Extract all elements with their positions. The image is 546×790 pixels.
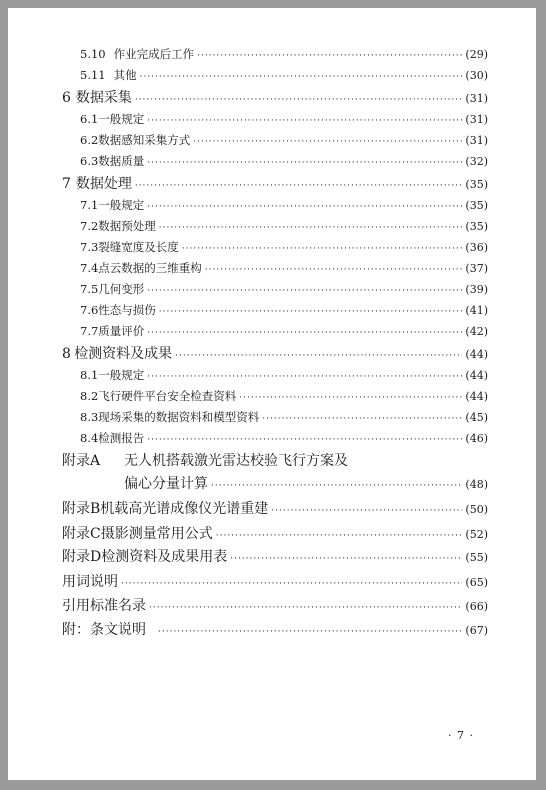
- toc-entry: [80, 156, 488, 168]
- toc-entry-number: 6.1: [80, 112, 99, 126]
- toc-entry-title: 一般规定: [98, 368, 145, 382]
- toc-entry-number: 8.4: [80, 431, 99, 445]
- toc-entry-page: (66): [465, 600, 488, 613]
- toc-entry: [62, 454, 488, 468]
- toc-entry-page: (36): [465, 241, 488, 254]
- toc-leader-dots: [147, 159, 462, 168]
- toc-entry: [80, 135, 488, 147]
- toc-entry-title: 摄影测量常用公式: [100, 526, 213, 542]
- toc-entry: [62, 91, 488, 105]
- toc-entry-title: 其他: [113, 68, 137, 82]
- toc-leader-dots: [135, 182, 463, 191]
- toc-entry-title: 数据采集: [75, 90, 132, 106]
- toc-entry-number: 5.10: [80, 47, 106, 61]
- toc-entry-page: (35): [465, 178, 488, 191]
- page-number-footer: · 7 ·: [448, 729, 474, 742]
- toc-entry-number: 附录C: [62, 526, 101, 542]
- toc-entry-number: 6: [62, 90, 71, 106]
- toc-leader-dots: [140, 73, 463, 82]
- toc-leader-dots: [147, 373, 462, 382]
- toc-leader-dots: [121, 580, 462, 589]
- toc-entry-page: (55): [465, 551, 488, 564]
- toc-leader-dots: [147, 436, 462, 445]
- toc-entry-title: 检测报告: [98, 431, 145, 445]
- toc-leader-dots: [149, 604, 462, 613]
- toc-entry-number: 附录D: [62, 549, 102, 565]
- toc-leader-dots: [216, 532, 463, 541]
- toc-entry: [80, 114, 488, 126]
- toc-entry-title: 一般规定: [98, 198, 145, 212]
- toc-entry-title: 附：条文说明: [62, 622, 146, 638]
- toc-entry-title: 数据预处理: [98, 219, 156, 233]
- toc-entry-title: 点云数据的三维重构: [98, 261, 202, 275]
- toc-leader-dots: [135, 96, 463, 105]
- toc-entry-page: (44): [465, 348, 488, 361]
- toc-leader-dots: [158, 628, 462, 637]
- toc-entry-number: 7.6: [80, 303, 99, 317]
- toc-entry-number: 7.1: [80, 198, 99, 212]
- toc-leader-dots: [262, 415, 462, 424]
- toc-entry: [62, 527, 488, 541]
- toc-entry-number: 附录A: [62, 453, 101, 469]
- toc-entry: [80, 412, 488, 424]
- toc-entry: [80, 433, 488, 445]
- toc-entry: [62, 575, 488, 589]
- toc-leader-dots: [147, 203, 462, 212]
- toc-entry-title: 数据感知采集方式: [98, 133, 191, 147]
- toc-entry-page: (35): [465, 199, 488, 212]
- toc-entry-page: (39): [465, 283, 488, 296]
- toc-leader-dots: [193, 138, 462, 147]
- toc-leader-dots: [147, 287, 462, 296]
- toc-entry-title: 数据处理: [75, 176, 132, 192]
- toc-entry-number: 5.11: [80, 68, 106, 82]
- toc-entry-page: (44): [465, 390, 488, 403]
- toc-entry-page: (52): [465, 528, 488, 541]
- toc-entry-number: 7.2: [80, 219, 99, 233]
- toc-entry-title: 几何变形: [98, 282, 145, 296]
- toc-entry-page: (32): [465, 155, 488, 168]
- toc-leader-dots: [147, 117, 462, 126]
- toc-entry-page: (31): [465, 134, 488, 147]
- toc-entry-number: 8.2: [80, 389, 99, 403]
- table-of-contents: [8, 8, 536, 780]
- toc-entry-page: (46): [465, 432, 488, 445]
- toc-entry: [80, 284, 488, 296]
- toc-entry-number: 7.3: [80, 240, 99, 254]
- toc-entry: [80, 221, 488, 233]
- toc-leader-dots: [197, 52, 462, 61]
- toc-entry-page: (65): [465, 576, 488, 589]
- toc-entry: [80, 326, 488, 338]
- toc-entry-title: 用词说明: [62, 574, 118, 590]
- toc-entry-title: 一般规定: [98, 112, 145, 126]
- toc-entry-page: (45): [465, 411, 488, 424]
- toc-entry-page: (44): [465, 369, 488, 382]
- toc-entry-title: 现场采集的数据资料和模型资料: [98, 410, 260, 424]
- toc-entry-page: (31): [465, 92, 488, 105]
- toc-entry: [62, 550, 488, 564]
- toc-entry-title: 裂缝宽度及长度: [98, 240, 179, 254]
- toc-entry: [80, 391, 488, 403]
- toc-entry-number: 附录B: [62, 501, 101, 517]
- toc-entry: [80, 70, 488, 82]
- toc-entry-page: (41): [465, 304, 488, 317]
- toc-leader-dots: [159, 308, 463, 317]
- toc-leader-dots: [230, 555, 462, 564]
- toc-entry-number: 8: [62, 346, 71, 362]
- toc-entry: [62, 347, 488, 361]
- toc-entry-number: 7.7: [80, 324, 99, 338]
- toc-entry-title: 数据质量: [98, 154, 145, 168]
- toc-entry-number: 6.3: [80, 154, 99, 168]
- toc-entry-page: (35): [465, 220, 488, 233]
- toc-entry: [80, 305, 488, 317]
- toc-leader-dots: [175, 352, 462, 361]
- toc-entry-title: 作业完成后工作: [113, 47, 195, 61]
- toc-leader-dots: [205, 266, 463, 275]
- toc-entry: [62, 623, 488, 637]
- toc-entry-page: (50): [465, 503, 488, 516]
- toc-entry-number: 8.3: [80, 410, 99, 424]
- toc-entry-number: 7.5: [80, 282, 99, 296]
- toc-entry: [62, 599, 488, 613]
- toc-entry: [80, 242, 488, 254]
- toc-entry-number: 7: [62, 176, 71, 192]
- toc-entry-number: 6.2: [80, 133, 99, 147]
- toc-entry: [80, 370, 488, 382]
- toc-entry-page: (48): [465, 478, 488, 491]
- toc-entry-title: 质量评价: [98, 324, 145, 338]
- toc-entry-page: (42): [465, 325, 488, 338]
- toc-entry-title: 引用标准名录: [62, 598, 146, 614]
- toc-entry: [80, 200, 488, 212]
- toc-entry: [80, 263, 488, 275]
- toc-entry-title: 检测资料及成果用表: [101, 549, 228, 565]
- toc-leader-dots: [182, 245, 463, 254]
- toc-entry: [80, 49, 488, 61]
- toc-leader-dots: [211, 482, 462, 491]
- toc-entry-title-continued: 偏心分量计算: [124, 476, 208, 492]
- toc-entry-title: 机载高光谱成像仪光谱重建: [100, 501, 269, 517]
- toc-entry-title: 检测资料及成果: [74, 346, 173, 362]
- toc-entry-page: (30): [465, 69, 488, 82]
- toc-leader-dots: [159, 224, 463, 233]
- toc-entry-title: 飞行硬件平台安全检查资料: [98, 389, 237, 403]
- toc-entry-title: 无人机搭载激光雷达校验飞行方案及: [124, 453, 348, 469]
- toc-entry-number: 7.4: [80, 261, 99, 275]
- toc-entry-title: 性态与损伤: [98, 303, 156, 317]
- toc-entry-page: (37): [465, 262, 488, 275]
- toc-entry-page: (29): [465, 48, 488, 61]
- toc-leader-dots: [147, 329, 462, 338]
- toc-entry-page: (31): [465, 113, 488, 126]
- toc-entry-number: 8.1: [80, 368, 99, 382]
- toc-leader-dots: [239, 394, 462, 403]
- toc-entry-continuation: [124, 477, 488, 491]
- document-page: [8, 8, 536, 780]
- toc-entry: [62, 177, 488, 191]
- toc-entry: [62, 502, 488, 516]
- toc-entry-page: (67): [465, 624, 488, 637]
- toc-leader-dots: [271, 507, 462, 516]
